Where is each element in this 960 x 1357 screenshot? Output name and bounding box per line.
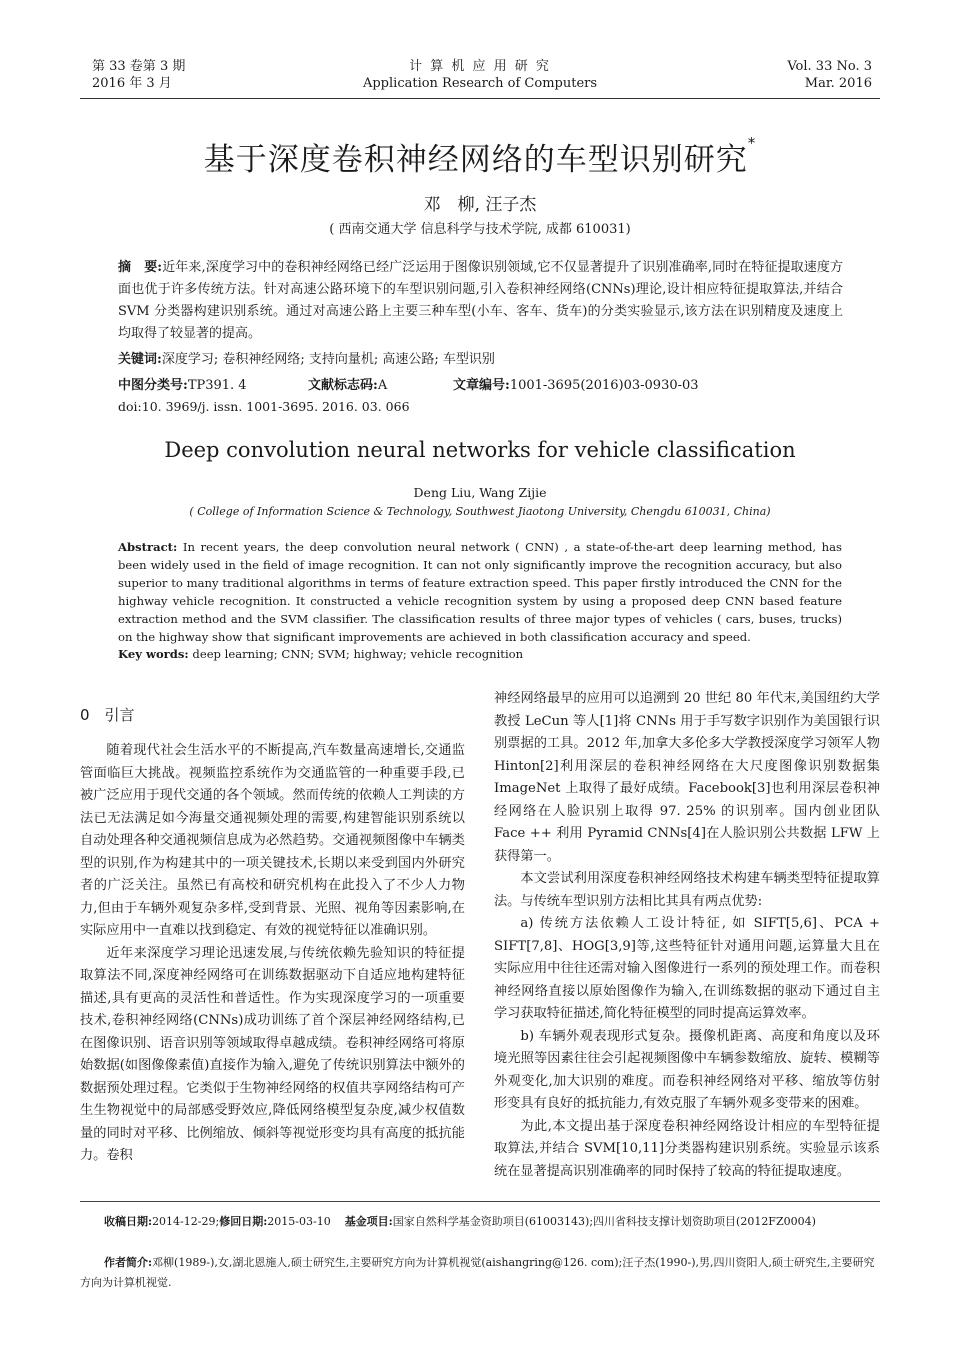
fund-label: 基金项目: xyxy=(344,1215,393,1228)
keywords-cn-label: 关键词: xyxy=(118,352,162,367)
article-no-value: 1001-3695(2016)03-0930-03 xyxy=(509,378,699,393)
keywords-cn-text: 深度学习; 卷积神经网络; 支持向量机; 高速公路; 车型识别 xyxy=(161,352,495,367)
affiliation-en: ( College of Information Science & Technology, Southwest Jiaotong University, Chengdu 610031, China) xyxy=(189,505,771,518)
authors: 邓 柳, 汪子杰 xyxy=(423,195,537,215)
right-column xyxy=(494,688,880,1183)
keywords-en-text: deep learning; CNN; SVM; highway; vehicle recognition xyxy=(192,647,524,661)
journal-name-en: Application Research of Computers xyxy=(362,76,598,91)
doc-code-label: 文献标志码: xyxy=(308,378,378,393)
abstract-cn xyxy=(118,257,843,345)
footnote-dates-fund xyxy=(80,1212,880,1232)
paper-title: 基于深度卷积神经网络的车型识别研究* xyxy=(203,134,757,178)
issue-date-en: Mar. 2016 xyxy=(804,76,872,91)
paragraph: 为此,本文提出基于深度卷积神经网络设计相应的车型特征提取算法,并结合 SVM[10,11]分类器构建识别系统。实验显示该系统在显著提高识别准确率的同时保持了较高的特征提取速度。 xyxy=(494,1118,880,1179)
paragraph: 神经网络最早的应用可以追溯到 20 世纪 80 年代末,美国纽约大学教授 LeCun 等人[1]将 CNNs 用于手写数字识别作为美国银行识别票据的工具。2012 年,加拿大多伦多大学教授深度学习领军人物 Hinton[2]利用深层的卷积神经网络在大尺度图像识别数据集 ImageNet 上取得了最好成绩。Facebook[3]也利用深层卷积神经网络在人脸识别上取得 97. 25% 的识别率。国内创业团队 Face ++ 利用 Pyramid CNNs[4]在人脸识别公共数据 LFW 上获得第一。 xyxy=(494,691,880,864)
abstract-cn-text: 近年来,深度学习中的卷积神经网络已经广泛运用于图像识别领域,它不仅显著提升了识别准确率,同时在特征提取速度方面也优于许多传统方法。针对高速公路环境下的车型识别问题,引入卷积神经网络(CNNs)理论,设计相应特征提取算法,并结合 SVM 分类器构建识别系统。通过对高速公路上主要三种车型(小车、客车、货车)的分类实验显示,该方法在识别精度及速度上均取得了较显著的提高。 xyxy=(118,260,843,341)
abstract-en-text: In recent years, the deep convolution neural network ( CNN) , a state-of-the-art deep learning method, has been widely used in the field of image recognition. It can not only significantly improve the recognition accuracy, but also superior to many traditional algorithms in terms of feature extraction speed. This paper firstly introduced the CNN for the highway vehicle recognition. It constructed a vehicle recognition system by using a proposed deep CNN based feature extraction method and the SVM classifier. The classification results of three major types of vehicles ( cars, buses, trucks) on the highway show that significant improvements are achieved in both classification accuracy and speed. xyxy=(118,540,842,645)
paper-title-en: Deep convolution neural networks for vehicle classification xyxy=(164,438,796,462)
keywords-en-label: Key words: xyxy=(118,647,189,661)
revised-label: 修回日期: xyxy=(219,1215,268,1228)
paragraph: 近年来深度学习理论迅速发展,与传统依赖先验知识的特征提取算法不同,深度神经网络可在训练数据驱动下自适应地构建特征描述,具有更高的灵活性和普适性。作为实现深度学习的一项重要技术,卷积神经网络(CNNs)成功训练了首个深层神经网络结构,已在图像识别、语音识别等领域取得卓越成绩。卷积神经网络可将原始数据(如图像像素值)直接作为输入,避免了传统识别算法中额外的数据预处理过程。它类似于生物神经网络的权值共享网络结构可产生生物视觉中的局部感受野效应,降低网络模型复杂度,减少权值数量的同时对平移、比例缩放、倾斜等视觉形变均具有高度的抵抗能力。卷积 xyxy=(80,945,465,1163)
revised-date: 2015-03-10 xyxy=(267,1215,331,1228)
clc-label: 中图分类号: xyxy=(118,378,188,393)
bio-label: 作者简介: xyxy=(104,1256,153,1269)
classification-line xyxy=(118,374,858,393)
paragraph: a) 传统方法依赖人工设计特征, 如 SIFT[5,6]、PCA + SIFT[7,8]、HOG[3,9]等,这些特征针对通用问题,运算量大且在实际应用中往往还需对输入图像进行一系列的预处理工作。而卷积神经网络直接以原始图像作为输入,在训练数据的驱动下通过自主学习获取特征描述,简化特征模型的同时提高运算效率。 xyxy=(494,916,880,1021)
keywords-cn xyxy=(118,348,495,367)
affiliation: ( 西南交通大学 信息科学与技术学院, 成都 610031) xyxy=(329,222,631,237)
section-heading-introduction: 0 引言 xyxy=(80,706,135,724)
received-date: 2014-12-29; xyxy=(152,1215,220,1228)
fund-text: 国家自然科学基金资助项目(61003143);四川省科技支撑计划资助项目(2012FZ0004) xyxy=(392,1215,816,1228)
received-label: 收稿日期: xyxy=(104,1215,153,1228)
bio-text: 邓柳(1989-),女,湖北恩施人,硕士研究生,主要研究方向为计算机视觉(aishangring@126. com);汪子杰(1990-),男,四川资阳人,硕士研究生,主要研究方向为计算机视觉. xyxy=(80,1256,875,1289)
journal-issue-en xyxy=(787,58,872,92)
issue-volume-en: Vol. 33 No. 3 xyxy=(787,59,872,74)
doi[interactable]: doi:10. 3969/j. issn. 1001-3695. 2016. 03. 066 xyxy=(118,399,410,414)
journal-name-cn: 计 算 机 应 用 研 究 xyxy=(409,59,551,74)
clc-value: TP391. 4 xyxy=(187,378,247,393)
doc-code-value: A xyxy=(377,378,388,393)
article-no-label: 文章编号: xyxy=(453,378,510,393)
authors-en: Deng Liu, Wang Zijie xyxy=(413,485,547,500)
header-rule xyxy=(80,98,880,99)
abstract-en-label: Abstract: xyxy=(118,540,178,554)
issue-volume: 第 33 卷第 3 期 xyxy=(92,59,186,74)
paragraph: 本文尝试利用深度卷积神经网络技术构建车辆类型特征提取算法。与传统车型识别方法相比其具有两点优势: xyxy=(494,871,880,909)
footnote-rule xyxy=(80,1201,880,1202)
paragraph: 随着现代社会生活水平的不断提高,汽车数量高速增长,交通监管面临巨大挑战。视频监控系统作为交通监管的一种重要手段,已被广泛应用于现代交通的各个领域。然而传统的依赖人工判读的方法已无法满足如今海量交通视频处理的需要,构建智能识别系统以自动处理各种交通视频信息成为必然趋势。交通视频图像中车辆类型的识别,作为构建其中的一项关键技术,长期以来受到国内外研究者的广泛关注。虽然已有高校和研究机构在此投入了不少人力物力,但由于车辆外观复杂多样,受到背景、光照、视角等因素影响,在实际应用中一直难以找到稳定、有效的视觉特征以准确识别。 xyxy=(80,743,465,938)
keywords-en xyxy=(118,647,523,661)
title-footnote-mark: * xyxy=(747,134,757,152)
paragraph: b) 车辆外观表现形式复杂。摄像机距离、高度和角度以及环境光照等因素往往会引起视频图像中车辆参数缩放、旋转、模糊等外观变化,加大识别的难度。而卷积神经网络对平移、缩放等仿射形变具有良好的抵抗能力,有效克服了车辆外观多变带来的困难。 xyxy=(494,1028,880,1111)
issue-date: 2016 年 3 月 xyxy=(92,76,172,91)
footnote-bio xyxy=(80,1253,880,1293)
abstract-en xyxy=(118,538,842,647)
abstract-cn-label: 摘 要: xyxy=(118,260,163,275)
left-column xyxy=(80,740,465,1168)
